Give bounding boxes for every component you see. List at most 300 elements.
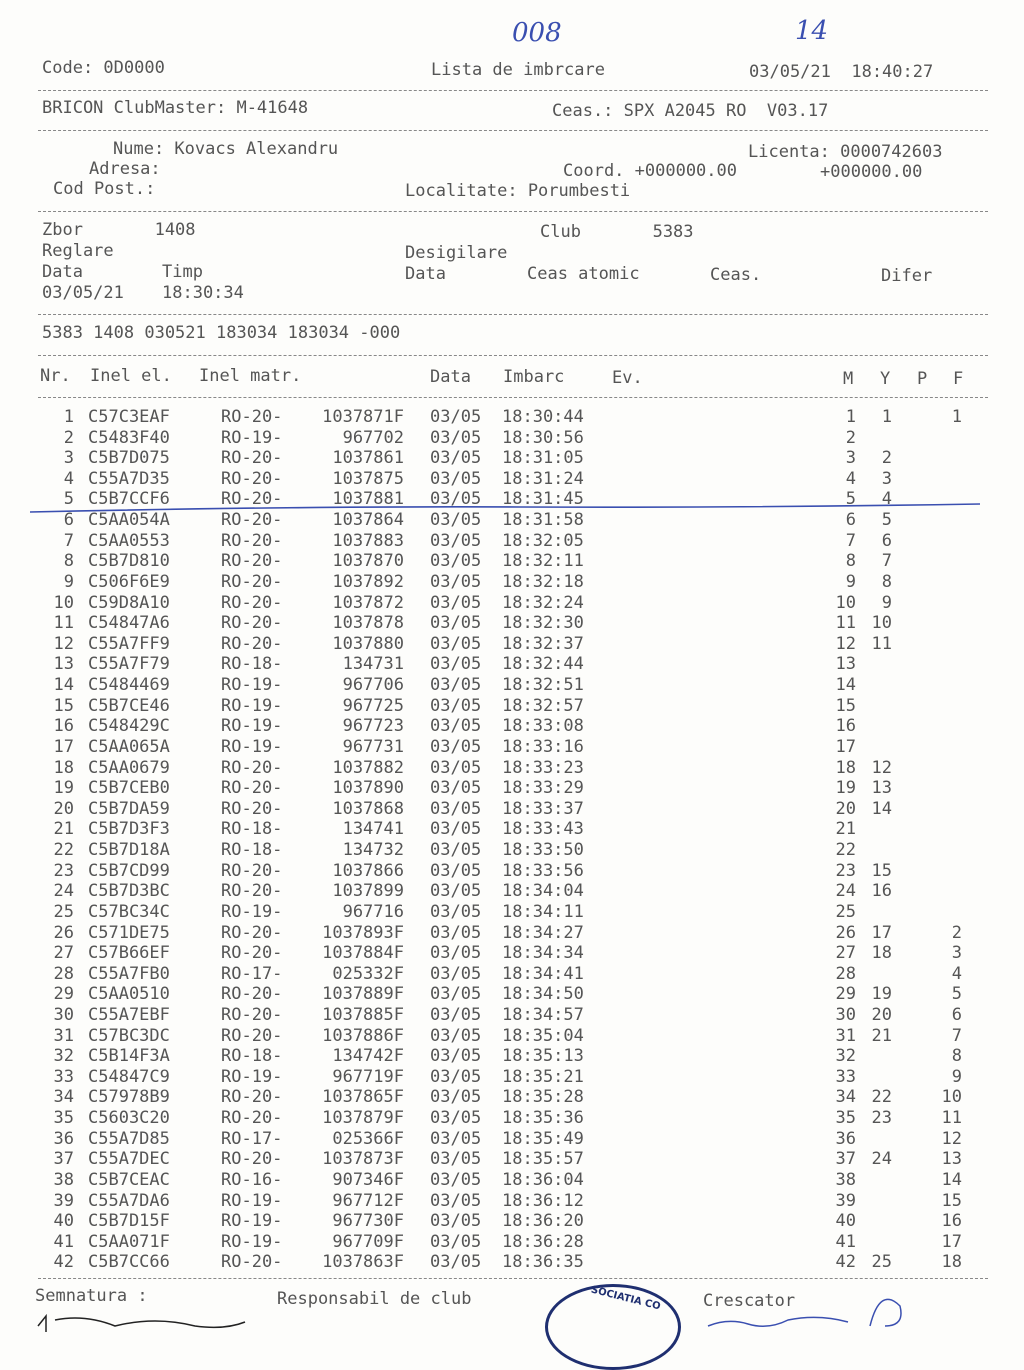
ring-electronic: C57BC34C — [88, 901, 170, 922]
data2-label: Data — [405, 264, 446, 284]
arrival-date: 03/05 — [430, 613, 482, 634]
row-nr: 15 — [53, 695, 74, 716]
arrival-date: 03/05 — [430, 1087, 482, 1108]
arrival-date: 03/05 — [430, 1211, 482, 1232]
row-nr: 38 — [53, 1169, 74, 1190]
row-nr: 33 — [53, 1066, 74, 1087]
ring-electronic: C5AA0553 — [88, 530, 170, 551]
data-label: Data — [42, 262, 83, 282]
ring-prefix: RO-19- — [221, 427, 283, 448]
rank-y: 15 — [871, 860, 892, 881]
arrival-time: 18:34:34 — [502, 943, 584, 964]
row-nr: 20 — [53, 798, 74, 819]
ring-number: 1037864 — [332, 510, 404, 531]
license-number: Licenta: 0000742603 — [748, 142, 943, 162]
row-nr: 21 — [53, 819, 74, 840]
rank-m: 29 — [835, 984, 856, 1005]
rank-m: 33 — [835, 1066, 856, 1087]
ring-electronic: C506F6E9 — [88, 571, 170, 592]
arrival-time: 18:35:04 — [502, 1025, 584, 1046]
arrival-time: 18:33:56 — [502, 860, 584, 881]
rank-y: 10 — [871, 613, 892, 634]
rank-m: 1 — [845, 407, 856, 427]
reglare-time: 18:30:34 — [162, 283, 244, 303]
rank-y: 7 — [881, 551, 892, 572]
rank-m: 10 — [835, 592, 856, 613]
rank-m: 35 — [835, 1108, 856, 1129]
row-nr: 30 — [53, 1004, 74, 1025]
arrival-date: 03/05 — [430, 551, 482, 572]
ring-prefix: RO-19- — [221, 695, 283, 716]
ring-prefix: RO-17- — [221, 963, 283, 984]
ring-number: 1037871F — [322, 407, 404, 427]
arrival-date: 03/05 — [430, 840, 482, 861]
rank-m: 4 — [845, 468, 856, 489]
row-nr: 39 — [53, 1190, 74, 1211]
handwritten-signature-left — [30, 1306, 290, 1336]
table-row — [0, 531, 1024, 551]
col-y: Y — [880, 369, 891, 389]
table-row — [0, 881, 1024, 901]
row-nr: 37 — [53, 1149, 74, 1170]
arrival-time: 18:34:04 — [502, 881, 584, 902]
arrival-time: 18:32:11 — [502, 551, 584, 572]
arrival-time: 18:32:44 — [502, 654, 584, 675]
ring-prefix: RO-20- — [221, 468, 283, 489]
rank-m: 22 — [835, 840, 856, 861]
ring-electronic: C5B7D810 — [88, 551, 170, 572]
arrival-time: 18:31:05 — [502, 448, 584, 469]
row-nr: 12 — [53, 633, 74, 654]
rank-f: 12 — [941, 1128, 962, 1149]
table-row — [0, 1067, 1024, 1087]
col-p: P — [917, 369, 928, 389]
arrival-date: 03/05 — [430, 1108, 482, 1129]
row-nr: 8 — [63, 551, 74, 572]
table-row — [0, 1108, 1024, 1128]
arrival-time: 18:32:37 — [502, 633, 584, 654]
rank-m: 31 — [835, 1025, 856, 1046]
rank-m: 8 — [845, 551, 856, 572]
rank-f: 17 — [941, 1231, 962, 1252]
ring-number: 1037866 — [332, 860, 404, 881]
stamp-text: SOCIATIA CO — [589, 1284, 662, 1313]
arrival-date: 03/05 — [430, 798, 482, 819]
rank-m: 38 — [835, 1169, 856, 1190]
arrival-time: 18:32:30 — [502, 613, 584, 634]
coordinates-lat: Coord. +000000.00 — [563, 161, 737, 181]
ring-number: 025332F — [332, 963, 404, 984]
arrival-time: 18:34:11 — [502, 901, 584, 922]
rank-m: 9 — [845, 571, 856, 592]
rank-m: 37 — [835, 1149, 856, 1170]
row-nr: 24 — [53, 881, 74, 902]
handwritten-page-number: 14 — [795, 16, 829, 46]
ring-electronic: C5B7CD99 — [88, 860, 170, 881]
divider — [38, 314, 988, 315]
ring-number: 134741 — [342, 819, 404, 840]
rank-m: 15 — [835, 695, 856, 716]
ring-number: 1037861 — [332, 448, 404, 469]
arrival-time: 18:36:35 — [502, 1252, 584, 1273]
rank-m: 34 — [835, 1087, 856, 1108]
arrival-time: 18:32:24 — [502, 592, 584, 613]
row-nr: 23 — [53, 860, 74, 881]
table-row — [0, 737, 1024, 757]
arrival-date: 03/05 — [430, 1252, 482, 1273]
arrival-date: 03/05 — [430, 1149, 482, 1170]
ring-number: 1037872 — [332, 592, 404, 613]
col-ev: Ev. — [612, 368, 643, 388]
table-row — [0, 943, 1024, 963]
ring-prefix: RO-20- — [221, 1087, 283, 1108]
ring-number: 1037882 — [332, 757, 404, 778]
document-title: Lista de imbrcare — [431, 60, 605, 80]
rank-m: 28 — [835, 963, 856, 984]
row-nr: 1 — [63, 407, 74, 427]
arrival-time: 18:33:43 — [502, 819, 584, 840]
table-row — [0, 572, 1024, 592]
rank-y: 21 — [871, 1025, 892, 1046]
divider — [38, 130, 988, 131]
rank-f: 8 — [951, 1046, 962, 1067]
arrival-time: 18:35:13 — [502, 1046, 584, 1067]
ring-electronic: C5B14F3A — [88, 1046, 170, 1067]
arrival-date: 03/05 — [430, 654, 482, 675]
row-nr: 4 — [63, 468, 74, 489]
rank-m: 2 — [845, 427, 856, 448]
rank-y: 3 — [881, 468, 892, 489]
table-row — [0, 696, 1024, 716]
row-nr: 31 — [53, 1025, 74, 1046]
ring-electronic: C54847A6 — [88, 613, 170, 634]
rank-m: 19 — [835, 778, 856, 799]
divider — [38, 397, 988, 398]
timp-label: Timp — [162, 262, 203, 282]
ring-electronic: C55A7FF9 — [88, 633, 170, 654]
ring-prefix: RO-19- — [221, 1066, 283, 1087]
handwritten-underline — [0, 496, 1024, 526]
rank-y: 18 — [871, 943, 892, 964]
ring-prefix: RO-20- — [221, 633, 283, 654]
ring-number: 1037890 — [332, 778, 404, 799]
arrival-time: 18:36:12 — [502, 1190, 584, 1211]
desigilare-label: Desigilare — [405, 243, 508, 263]
arrival-date: 03/05 — [430, 943, 482, 964]
rank-y: 8 — [881, 571, 892, 592]
arrival-date: 03/05 — [430, 1190, 482, 1211]
arrival-time: 18:33:08 — [502, 716, 584, 737]
ring-electronic: C5B7D15F — [88, 1211, 170, 1232]
rank-m: 5 — [845, 489, 856, 510]
table-row — [0, 861, 1024, 881]
ring-prefix: RO-20- — [221, 1252, 283, 1273]
rank-y: 4 — [881, 489, 892, 510]
row-nr: 10 — [53, 592, 74, 613]
rank-m: 25 — [835, 901, 856, 922]
arrival-time: 18:34:50 — [502, 984, 584, 1005]
rank-m: 18 — [835, 757, 856, 778]
row-nr: 27 — [53, 943, 74, 964]
table-row — [0, 819, 1024, 839]
table-row — [0, 428, 1024, 448]
rank-m: 13 — [835, 654, 856, 675]
rank-f: 1 — [951, 407, 962, 427]
row-nr: 2 — [63, 427, 74, 448]
arrival-date: 03/05 — [430, 1025, 482, 1046]
owner-name: Nume: Kovacs Alexandru — [113, 139, 339, 159]
ring-electronic: C5B7D075 — [88, 448, 170, 469]
ring-prefix: RO-20- — [221, 943, 283, 964]
ring-electronic: C55A7F79 — [88, 654, 170, 675]
rank-m: 36 — [835, 1128, 856, 1149]
ring-number: 967725 — [342, 695, 404, 716]
row-nr: 42 — [53, 1252, 74, 1273]
rank-y: 16 — [871, 881, 892, 902]
row-nr: 13 — [53, 654, 74, 675]
ring-electronic: C55A7D85 — [88, 1128, 170, 1149]
arrival-date: 03/05 — [430, 530, 482, 551]
rank-m: 14 — [835, 675, 856, 696]
row-nr: 35 — [53, 1108, 74, 1129]
arrival-date: 03/05 — [430, 1004, 482, 1025]
difference-label: Difer — [881, 266, 933, 286]
table-row — [0, 1191, 1024, 1211]
breeder-label: Crescator — [703, 1291, 796, 1311]
arrival-date: 03/05 — [430, 633, 482, 654]
rank-m: 42 — [835, 1252, 856, 1273]
rank-f: 4 — [951, 963, 962, 984]
ring-electronic: C55A7DA6 — [88, 1190, 170, 1211]
col-imbarc: Imbarc — [503, 367, 565, 387]
rank-y: 2 — [881, 448, 892, 469]
arrival-date: 03/05 — [430, 778, 482, 799]
ring-electronic: C55A7FB0 — [88, 963, 170, 984]
rank-f: 10 — [941, 1087, 962, 1108]
row-nr: 28 — [53, 963, 74, 984]
arrival-time: 18:34:57 — [502, 1004, 584, 1025]
club-responsible-label: Responsabil de club — [277, 1289, 472, 1309]
rank-m: 26 — [835, 922, 856, 943]
arrival-date: 03/05 — [430, 881, 482, 902]
ring-prefix: RO-18- — [221, 1046, 283, 1067]
row-nr: 41 — [53, 1231, 74, 1252]
ring-number: 967723 — [342, 716, 404, 737]
table-row — [0, 551, 1024, 571]
ring-prefix: RO-20- — [221, 489, 283, 510]
arrival-time: 18:35:57 — [502, 1149, 584, 1170]
ring-electronic: C5AA054A — [88, 510, 170, 531]
rank-f: 18 — [941, 1252, 962, 1273]
ring-prefix: RO-19- — [221, 901, 283, 922]
ring-electronic: C57C3EAF — [88, 407, 170, 427]
table-row — [0, 1026, 1024, 1046]
table-row — [0, 407, 1024, 427]
rank-f: 14 — [941, 1169, 962, 1190]
arrival-date: 03/05 — [430, 675, 482, 696]
ring-prefix: RO-19- — [221, 675, 283, 696]
ring-electronic: C5484469 — [88, 675, 170, 696]
ring-number: 1037884F — [322, 943, 404, 964]
table-row — [0, 1149, 1024, 1169]
coordinates-lon: +000000.00 — [820, 162, 923, 182]
table-row — [0, 758, 1024, 778]
ring-prefix: RO-20- — [221, 592, 283, 613]
arrival-date: 03/05 — [430, 592, 482, 613]
ring-prefix: RO-20- — [221, 860, 283, 881]
ring-prefix: RO-20- — [221, 1149, 283, 1170]
arrival-time: 18:33:50 — [502, 840, 584, 861]
table-row — [0, 469, 1024, 489]
arrival-date: 03/05 — [430, 860, 482, 881]
ring-electronic: C5AA071F — [88, 1231, 170, 1252]
ring-electronic: C5B7DA59 — [88, 798, 170, 819]
rank-m: 39 — [835, 1190, 856, 1211]
rank-m: 27 — [835, 943, 856, 964]
col-nr: Nr. — [40, 366, 71, 386]
ring-electronic: C5B7CEB0 — [88, 778, 170, 799]
ring-number: 1037873F — [322, 1149, 404, 1170]
ring-prefix: RO-20- — [221, 407, 283, 427]
rank-f: 2 — [951, 922, 962, 943]
ring-electronic: C5B7CEAC — [88, 1169, 170, 1190]
table-row — [0, 923, 1024, 943]
ring-prefix: RO-19- — [221, 736, 283, 757]
arrival-date: 03/05 — [430, 1066, 482, 1087]
rank-m: 7 — [845, 530, 856, 551]
arrival-date: 03/05 — [430, 984, 482, 1005]
rank-m: 16 — [835, 716, 856, 737]
rank-m: 17 — [835, 736, 856, 757]
ring-number: 967706 — [342, 675, 404, 696]
rank-y: 22 — [871, 1087, 892, 1108]
table-row — [0, 778, 1024, 798]
ring-prefix: RO-20- — [221, 530, 283, 551]
row-nr: 17 — [53, 736, 74, 757]
ring-number: 907346F — [332, 1169, 404, 1190]
ring-prefix: RO-20- — [221, 881, 283, 902]
ring-electronic: C5603C20 — [88, 1108, 170, 1129]
ring-number: 1037865F — [322, 1087, 404, 1108]
row-nr: 6 — [63, 510, 74, 531]
arrival-date: 03/05 — [430, 510, 482, 531]
table-row — [0, 1232, 1024, 1252]
ring-number: 1037892 — [332, 571, 404, 592]
ring-number: 134732 — [342, 840, 404, 861]
ring-prefix: RO-20- — [221, 922, 283, 943]
row-nr: 34 — [53, 1087, 74, 1108]
ring-number: 1037868 — [332, 798, 404, 819]
arrival-time: 18:35:28 — [502, 1087, 584, 1108]
arrival-time: 18:32:05 — [502, 530, 584, 551]
arrival-date: 03/05 — [430, 716, 482, 737]
ring-electronic: C5B7D3BC — [88, 881, 170, 902]
ring-electronic: C5B7CCF6 — [88, 489, 170, 510]
table-row — [0, 1170, 1024, 1190]
arrival-date: 03/05 — [430, 963, 482, 984]
rank-y: 23 — [871, 1108, 892, 1129]
row-nr: 3 — [63, 448, 74, 469]
arrival-date: 03/05 — [430, 757, 482, 778]
row-nr: 11 — [53, 613, 74, 634]
row-nr: 5 — [63, 489, 74, 510]
ring-number: 134742F — [332, 1046, 404, 1067]
table-row — [0, 675, 1024, 695]
arrival-time: 18:32:18 — [502, 571, 584, 592]
clubmaster-label: BRICON ClubMaster: M-41648 — [42, 98, 309, 118]
signature-label: Semnatura : — [35, 1286, 148, 1306]
ring-prefix: RO-20- — [221, 1108, 283, 1129]
flight-number: Zbor 1408 — [42, 220, 196, 240]
rank-y: 17 — [871, 922, 892, 943]
rank-m: 24 — [835, 881, 856, 902]
table-row — [0, 1129, 1024, 1149]
rank-m: 30 — [835, 1004, 856, 1025]
arrival-date: 03/05 — [430, 901, 482, 922]
ring-electronic: C548429C — [88, 716, 170, 737]
arrival-time: 18:36:04 — [502, 1169, 584, 1190]
divider — [38, 211, 988, 212]
col-inel-matr: Inel matr. — [199, 366, 302, 386]
code-label: Code: 0D0000 — [42, 58, 165, 78]
rank-y: 19 — [871, 984, 892, 1005]
rank-y: 20 — [871, 1004, 892, 1025]
rank-m: 21 — [835, 819, 856, 840]
rank-f: 5 — [951, 984, 962, 1005]
row-nr: 14 — [53, 675, 74, 696]
rank-y: 13 — [871, 778, 892, 799]
handwritten-number-top: 008 — [512, 18, 562, 48]
rank-y: 9 — [881, 592, 892, 613]
ring-number: 967702 — [342, 427, 404, 448]
ring-prefix: RO-20- — [221, 510, 283, 531]
table-row — [0, 613, 1024, 633]
ring-prefix: RO-20- — [221, 571, 283, 592]
arrival-date: 03/05 — [430, 1046, 482, 1067]
col-data: Data — [430, 367, 471, 387]
arrival-date: 03/05 — [430, 489, 482, 510]
rank-m: 11 — [835, 613, 856, 634]
rank-f: 15 — [941, 1190, 962, 1211]
arrival-time: 18:35:21 — [502, 1066, 584, 1087]
ring-number: 025366F — [332, 1128, 404, 1149]
divider — [38, 355, 988, 356]
rank-y: 25 — [871, 1252, 892, 1273]
rank-y: 24 — [871, 1149, 892, 1170]
ring-number: 967709F — [332, 1231, 404, 1252]
ring-electronic: C55A7D35 — [88, 468, 170, 489]
rank-y: 12 — [871, 757, 892, 778]
ring-number: 1037875 — [332, 468, 404, 489]
ring-electronic: C5AA0510 — [88, 984, 170, 1005]
table-row — [0, 1005, 1024, 1025]
ring-prefix: RO-18- — [221, 840, 283, 861]
print-datetime: 03/05/21 18:40:27 — [749, 62, 934, 82]
ring-number: 1037885F — [322, 1004, 404, 1025]
ring-number: 1037883 — [332, 530, 404, 551]
row-nr: 36 — [53, 1128, 74, 1149]
row-nr: 32 — [53, 1046, 74, 1067]
ring-electronic: C5B7D3F3 — [88, 819, 170, 840]
ring-number: 1037863F — [322, 1252, 404, 1273]
ring-electronic: C57978B9 — [88, 1087, 170, 1108]
ring-prefix: RO-20- — [221, 1025, 283, 1046]
rank-m: 41 — [835, 1231, 856, 1252]
address-label: Adresa: — [89, 159, 161, 179]
arrival-date: 03/05 — [430, 736, 482, 757]
ring-prefix: RO-17- — [221, 1128, 283, 1149]
table-row — [0, 840, 1024, 860]
